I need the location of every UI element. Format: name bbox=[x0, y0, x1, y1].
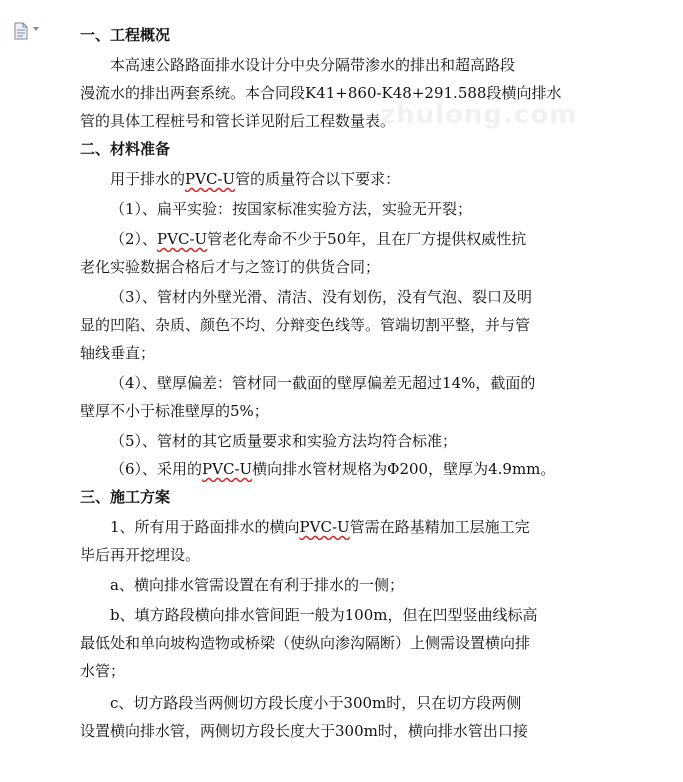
paragraph-line: （5）、管材的其它质量要求和实验方法均符合标准； bbox=[110, 432, 458, 450]
paragraph-line: 设置横向排水管，两侧切方段长度大于300m时，横向排水管出口接 bbox=[80, 722, 528, 740]
paragraph-line: 毕后再开挖埋设。 bbox=[80, 546, 201, 564]
paragraph-line: a、横向排水管需设置在有利于排水的一侧； bbox=[110, 576, 404, 594]
paragraph-line: 显的凹陷、杂质、颜色不均、分辩变色线等。管端切割平整，并与管 bbox=[80, 316, 531, 334]
spellcheck-mark: PVC-U bbox=[202, 460, 253, 478]
spellcheck-mark: PVC-U bbox=[157, 230, 208, 248]
chevron-down-icon[interactable] bbox=[33, 27, 39, 31]
paragraph-line: 老化实验数据合格后才与之签订的供货合同； bbox=[80, 258, 381, 276]
paragraph-line: （4）、壁厚偏差：管材同一截面的壁厚偏差无超过14%，截面的 bbox=[110, 374, 536, 392]
paragraph-line: （3）、管材内外壁光滑、清洁、没有划伤，没有气泡、裂口及明 bbox=[110, 288, 533, 306]
paragraph-line: （1）、扁平实验：按国家标准实验方法，实验无开裂； bbox=[110, 200, 473, 218]
watermark: zhulong.com bbox=[380, 100, 578, 130]
spellcheck-mark: PVC-U bbox=[185, 170, 236, 188]
paragraph-line: 用于排水的PVC-U管的质量符合以下要求： bbox=[110, 170, 401, 188]
paragraph-line: 壁厚不小于标准壁厚的5%； bbox=[80, 402, 269, 420]
section-heading: 二、材料准备 bbox=[80, 140, 171, 158]
paragraph-line: c、切方路段当两侧切方段长度小于300m时，只在切方段两侧 bbox=[110, 694, 522, 712]
paragraph-line: 轴线垂直； bbox=[80, 344, 156, 362]
paragraph-line: 漫流水的排出两套系统。本合同段K41+860-K48+291.588段横向排水 bbox=[80, 84, 562, 102]
paragraph-line: 1、所有用于路面排水的横向PVC-U管需在路基精加工层施工完 bbox=[110, 518, 530, 536]
section-heading: 一、工程概况 bbox=[80, 26, 171, 44]
paragraph-line: 最低处和单向坡构造物或桥梁（使纵向渗沟隔断）上侧需设置横向排 bbox=[80, 634, 531, 652]
paragraph-line: （6）、采用的PVC-U横向排水管材规格为Φ200，壁厚为4.9mm。 bbox=[110, 460, 556, 478]
section-heading: 三、施工方案 bbox=[80, 488, 171, 506]
paragraph-line: 本高速公路路面排水设计分中央分隔带渗水的排出和超高路段 bbox=[110, 56, 516, 74]
paragraph-line: 水管； bbox=[80, 662, 126, 680]
paragraph-line: b、填方路段横向排水管间距一般为100m，但在凹型竖曲线标高 bbox=[110, 606, 538, 624]
paragraph-line: 管的具体工程桩号和管长详见附后工程数量表。 bbox=[80, 112, 396, 130]
spellcheck-mark: PVC-U bbox=[299, 518, 350, 536]
document-icon[interactable] bbox=[14, 22, 28, 40]
paragraph-line: （2）、PVC-U管老化寿命不少于50年，且在厂方提供权威性抗 bbox=[110, 230, 527, 248]
